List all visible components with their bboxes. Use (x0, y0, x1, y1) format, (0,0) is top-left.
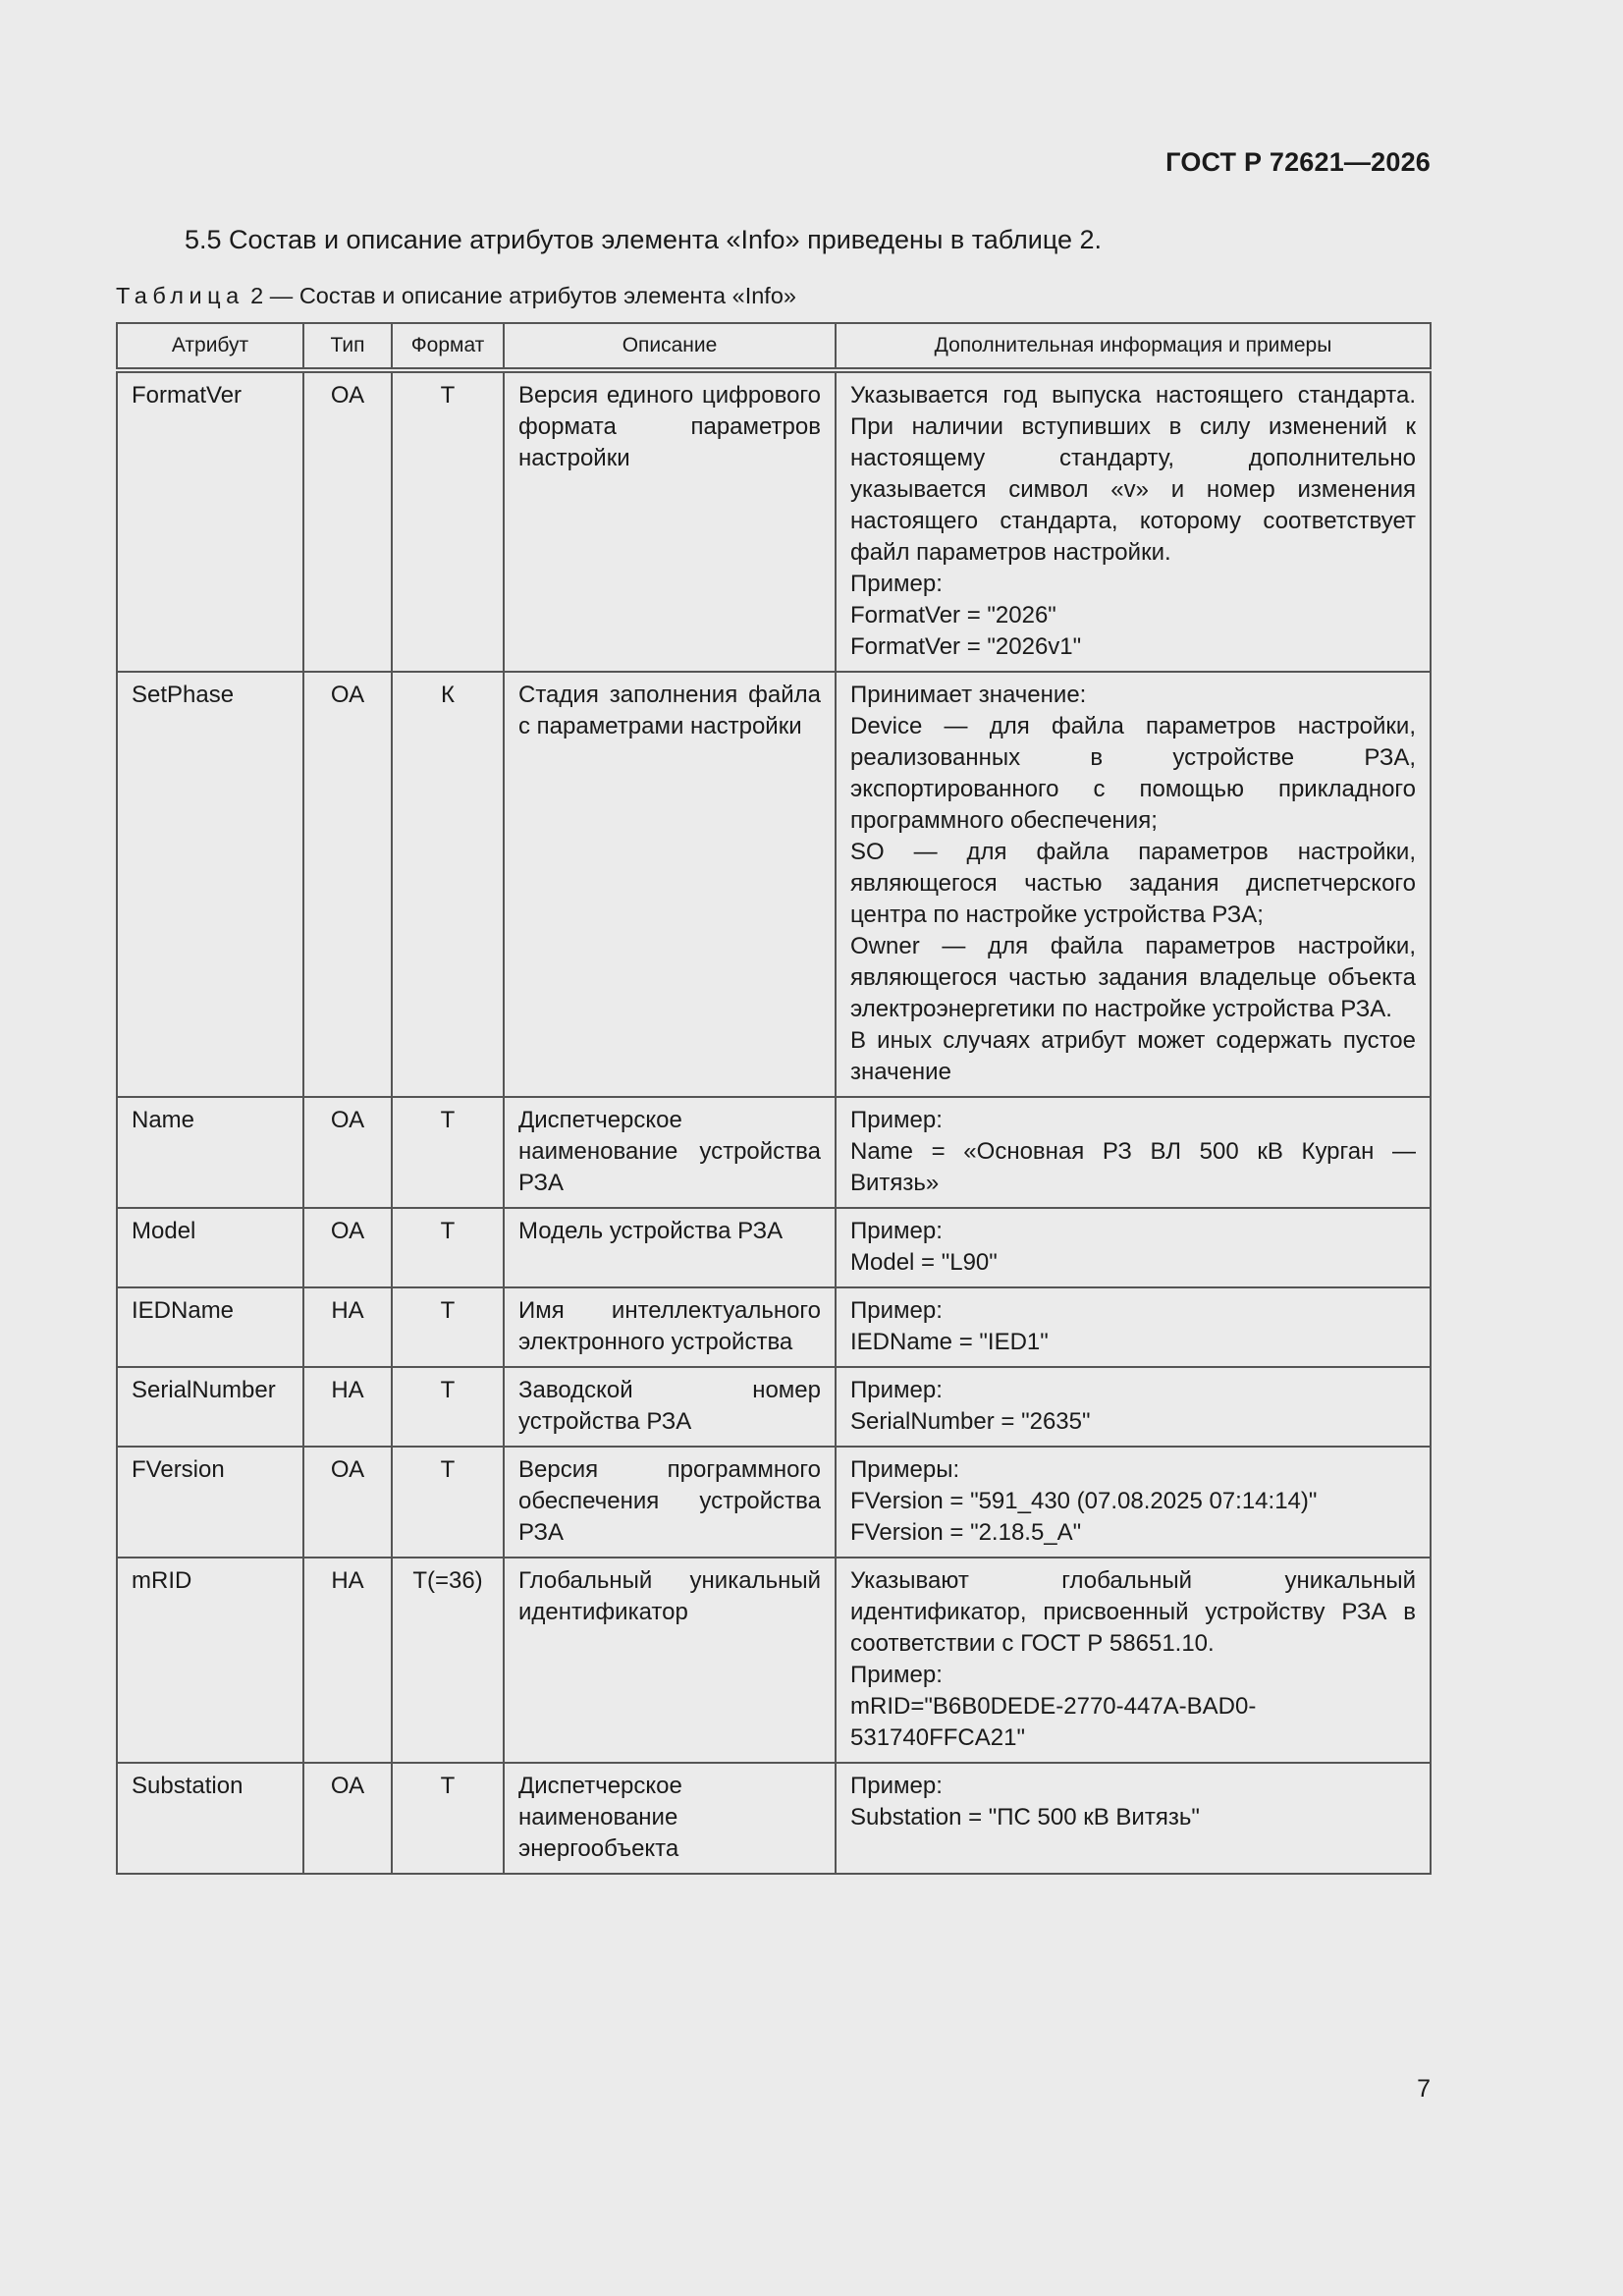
cell-format: Т (392, 1367, 504, 1447)
column-header-additional-info: Дополнительная информация и примеры (836, 323, 1431, 370)
cell-type: ОА (303, 1208, 392, 1287)
cell-type: ОА (303, 1763, 392, 1874)
info-line: Пример: (850, 1218, 943, 1244)
column-header-attribute: Атрибут (117, 323, 303, 370)
cell-additional-info (836, 1763, 1431, 1874)
info-line: Name = «Основная РЗ ВЛ 500 кВ Курган — Витязь» (850, 1138, 1416, 1196)
cell-attribute: Name (117, 1097, 303, 1208)
cell-description: Стадия заполнения файла с параметрами настройки (504, 672, 836, 1097)
column-header-format: Формат (392, 323, 504, 370)
cell-attribute: FVersion (117, 1447, 303, 1558)
cell-type: ОА (303, 672, 392, 1097)
cell-type: НА (303, 1558, 392, 1763)
table-caption (116, 283, 796, 309)
cell-description: Имя интеллектуального электронного устройства (504, 1287, 836, 1367)
info-line: SerialNumber = "2635" (850, 1408, 1091, 1435)
intro-paragraph: 5.5 Состав и описание атрибутов элемента «Info» приведены в таблице 2. (185, 225, 1103, 254)
info-line: Owner — для файла параметров настройки, являющегося частью задания владельце объекта электроэнергетики по настройке устройства РЗА. (850, 933, 1416, 1022)
cell-format: К (392, 672, 504, 1097)
cell-attribute: SerialNumber (117, 1367, 303, 1447)
info-line: Model = "L90" (850, 1249, 998, 1276)
table-header-row (117, 323, 1431, 370)
info-line: Пример: (850, 1773, 943, 1799)
cell-format: Т (392, 1447, 504, 1558)
info-line: Принимает значение: (850, 682, 1087, 708)
cell-format: Т (392, 1763, 504, 1874)
column-header-description: Описание (504, 323, 836, 370)
info-line: Пример: (850, 1107, 943, 1133)
info-line: Указывается год выпуска настоящего стандарта. При наличии вступивших в силу изменений к настоящему стандарту, дополнительно указывается символ «v» и номер изменения настоящего стандарта, которому соответствует файл параметров настройки. (850, 382, 1416, 566)
table-row (117, 1367, 1431, 1447)
info-line: Указывают глобальный уникальный идентификатор, присвоенный устройству РЗА в соответствии с ГОСТ Р 58651.10. (850, 1567, 1416, 1657)
cell-description: Диспетчерское наименование энергообъекта (504, 1763, 836, 1874)
document-code: ГОСТ Р 72621—2026 (1165, 147, 1431, 177)
info-line: В иных случаях атрибут может содержать пустое значение (850, 1027, 1416, 1085)
cell-format: Т (392, 1097, 504, 1208)
cell-format: Т (392, 1287, 504, 1367)
cell-format: Т (392, 370, 504, 672)
cell-description: Модель устройства РЗА (504, 1208, 836, 1287)
info-line: Пример: (850, 1377, 943, 1403)
info-line: FVersion = "2.18.5_A" (850, 1519, 1082, 1546)
table-body (117, 370, 1431, 1874)
info-line: FVersion = "591_430 (07.08.2025 07:14:14)" (850, 1488, 1318, 1514)
cell-attribute: SetPhase (117, 672, 303, 1097)
info-line: Substation = "ПС 500 кВ Витязь" (850, 1804, 1200, 1831)
cell-additional-info (836, 1208, 1431, 1287)
cell-description: Версия единого цифрового формата параметров настройки (504, 370, 836, 672)
cell-description: Заводской номер устройства РЗА (504, 1367, 836, 1447)
info-line: FormatVer = "2026v1" (850, 633, 1082, 660)
cell-description: Версия программного обеспечения устройства РЗА (504, 1447, 836, 1558)
cell-additional-info (836, 370, 1431, 672)
cell-additional-info (836, 1287, 1431, 1367)
info-line: Пример: (850, 571, 943, 597)
info-line: Пример: (850, 1662, 943, 1688)
info-line: SO — для файла параметров настройки, являющегося частью задания диспетчерского центра по настройке устройства РЗА; (850, 839, 1416, 928)
cell-additional-info (836, 1447, 1431, 1558)
table-row (117, 1763, 1431, 1874)
table-row (117, 1287, 1431, 1367)
column-header-type: Тип (303, 323, 392, 370)
attributes-table (116, 322, 1432, 1875)
cell-attribute: FormatVer (117, 370, 303, 672)
info-line: Примеры: (850, 1456, 960, 1483)
cell-attribute: Substation (117, 1763, 303, 1874)
cell-additional-info (836, 672, 1431, 1097)
info-line: FormatVer = "2026" (850, 602, 1056, 629)
table-row (117, 1558, 1431, 1763)
table-caption-text: 2 — Состав и описание атрибутов элемента «Info» (243, 283, 796, 308)
table-row (117, 672, 1431, 1097)
cell-additional-info (836, 1097, 1431, 1208)
info-line: Device — для файла параметров настройки, реализованных в устройстве РЗА, экспортированного с помощью прикладного программного обеспечения; (850, 713, 1416, 834)
cell-format: Т(=36) (392, 1558, 504, 1763)
table-row (117, 1447, 1431, 1558)
cell-description: Диспетчерское наименование устройства РЗА (504, 1097, 836, 1208)
cell-attribute: mRID (117, 1558, 303, 1763)
cell-type: НА (303, 1367, 392, 1447)
cell-attribute: IEDName (117, 1287, 303, 1367)
cell-type: ОА (303, 1097, 392, 1208)
info-line: IEDName = "IED1" (850, 1329, 1049, 1355)
cell-format: Т (392, 1208, 504, 1287)
table-caption-prefix: Таблица (116, 283, 244, 308)
cell-type: НА (303, 1287, 392, 1367)
page-number: 7 (1417, 2075, 1431, 2103)
cell-type: ОА (303, 1447, 392, 1558)
cell-type: ОА (303, 370, 392, 672)
cell-additional-info (836, 1367, 1431, 1447)
cell-additional-info (836, 1558, 1431, 1763)
table-row (117, 370, 1431, 672)
cell-attribute: Model (117, 1208, 303, 1287)
info-line: Пример: (850, 1297, 943, 1324)
info-line: mRID="B6B0DEDE-2770-447A-BAD0-531740FFCA21" (850, 1693, 1257, 1751)
table-row (117, 1208, 1431, 1287)
cell-description: Глобальный уникальный идентификатор (504, 1558, 836, 1763)
table-row (117, 1097, 1431, 1208)
